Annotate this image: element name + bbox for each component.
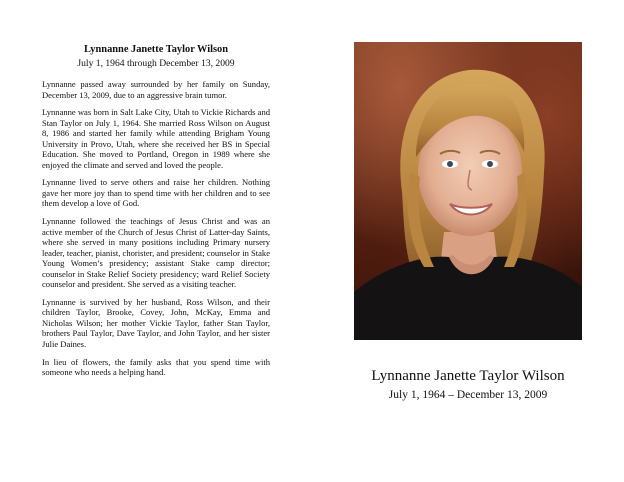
obituary-title: Lynnanne Janette Taylor Wilson [83,44,229,55]
obituary-paragraph: Lynnanne lived to serve others and raise her children. Nothing gave her more joy than to spend time with her children and to see them develop a love of God. [42,177,270,209]
portrait-caption-name: Lynnanne Janette Taylor Wilson [371,368,565,384]
portrait-photo [354,42,582,340]
portrait-caption-dates: July 1, 1964 – December 13, 2009 [388,389,548,401]
obituary-paragraph: Lynnanne passed away surrounded by her family on Sunday, December 13, 2009, due to an aggressive brain tumor. [42,79,270,100]
obituary-paragraph: Lynnanne is survived by her husband, Ross Wilson, and their children Taylor, Brooke, Covey, John, McKay, Emma and Nicholas Wilson; her mother Vickie Taylor, father Stan Taylor, brothers Paul Taylor, Dave Taylor, and John Taylor, and her sister Julie Daines. [42,296,270,350]
portrait-illustration [354,42,582,340]
obituary-dates: July 1, 1964 through December 13, 2009 [77,58,235,69]
obituary-paragraph: Lynnanne followed the teachings of Jesus Christ and was an active member of the Church of Jesus Christ of Latter-day Saints, where she served in many positions including Primary nursery leader, teacher, pianist, chorister, and president; counselor in Stake Young Women’s presidency; assistant Stake camp director; counselor in Stake Relief Society presidency; ward Relief Society counselor and president. She served as a visiting teacher. [42,216,270,290]
obituary-paragraph: In lieu of flowers, the family asks that you spend time with someone who needs a helping hand. [42,356,270,378]
obituary-paragraph: Lynnanne was born in Salt Lake City, Utah to Vickie Richards and Stan Taylor on July 1, 1964. She married Ross Wilson on August 8, 1986 and started her family while attending Brigham Young University in Provo, Utah, where she received her BS in Special Education. She moved to Portland, Oregon in 1989 where she enjoyed the climate and served and loved the people. [42,107,270,170]
obituary-text-column [42,44,270,385]
